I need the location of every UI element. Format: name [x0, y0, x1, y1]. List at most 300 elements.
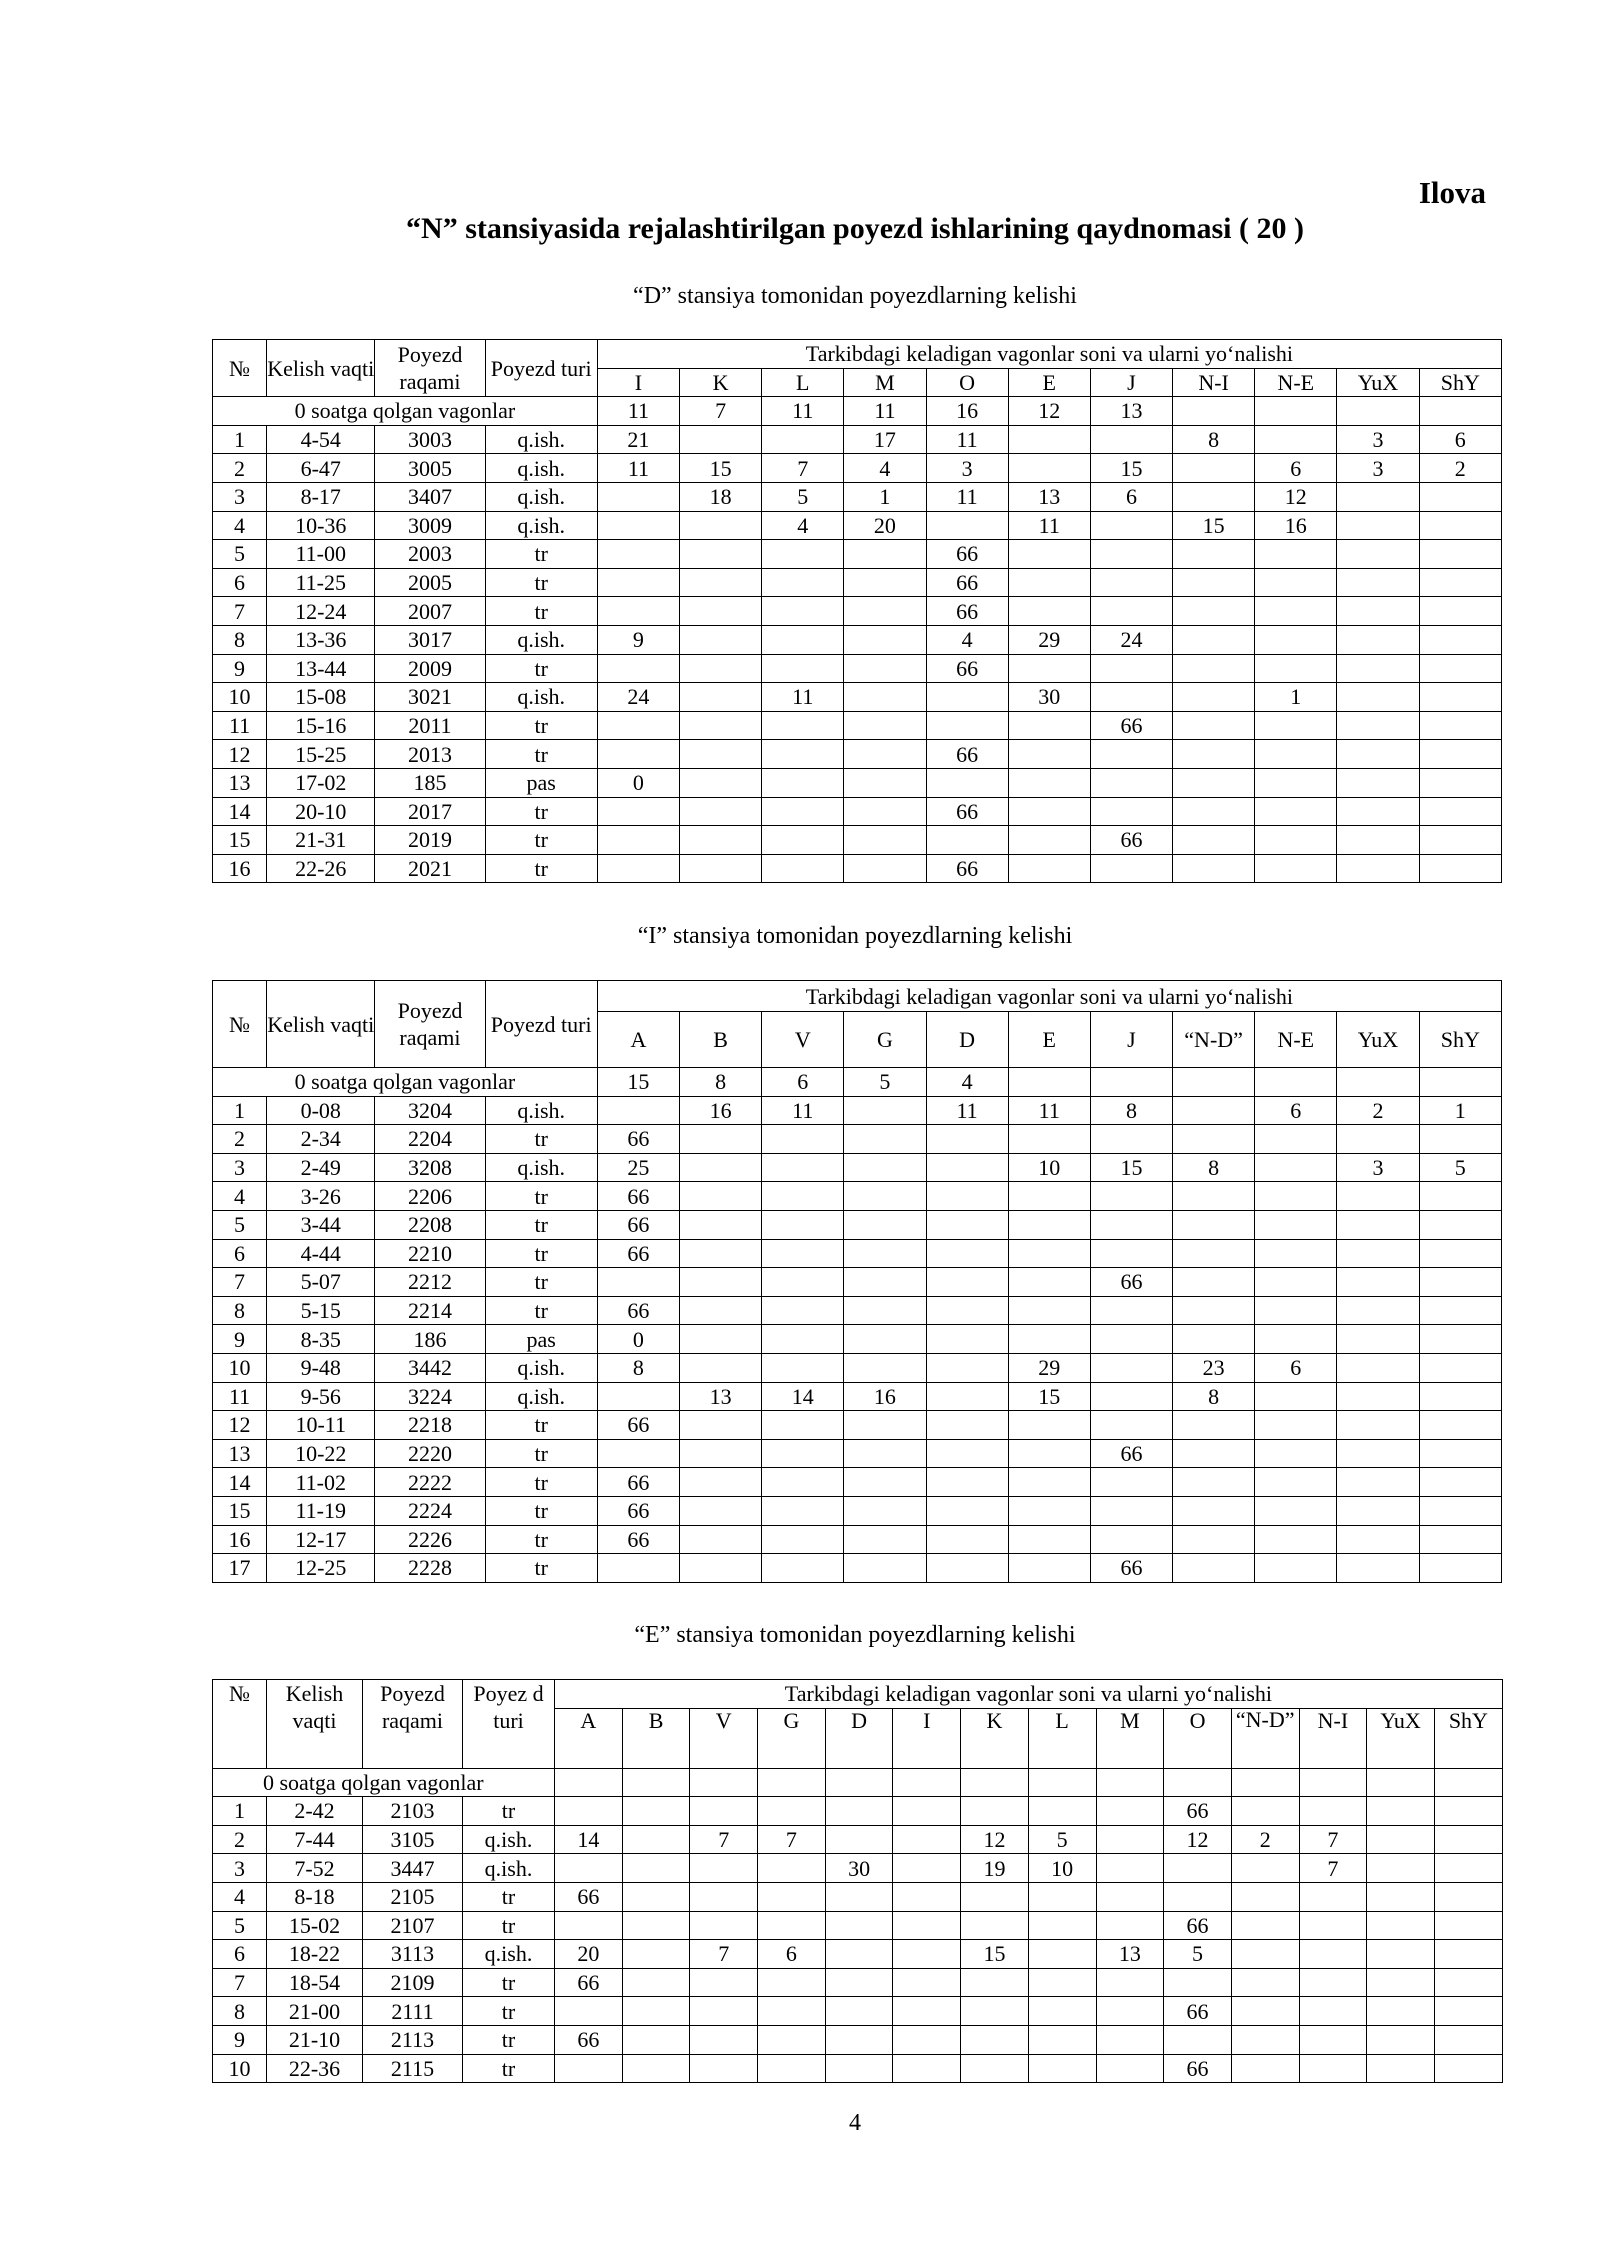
- train-number: 3442: [375, 1353, 485, 1382]
- wagon-count: 30: [1008, 683, 1090, 712]
- wagon-count: [597, 1554, 679, 1583]
- row-number: 2: [213, 1125, 267, 1154]
- direction-header: A: [597, 1012, 679, 1068]
- wagon-count: [1173, 1496, 1255, 1525]
- wagon-count: [1255, 711, 1337, 740]
- wagon-count: [825, 1968, 893, 1997]
- wagon-count: [1090, 1468, 1172, 1497]
- arrival-time: 22-36: [267, 2054, 363, 2083]
- zero-hour-value: [1028, 1768, 1096, 1797]
- table-row: [213, 1439, 1502, 1468]
- wagon-count: [893, 1968, 961, 1997]
- arrival-time: 22-26: [267, 854, 375, 883]
- wagon-count: [1255, 1325, 1337, 1354]
- row-number: 16: [213, 854, 267, 883]
- table-row: [213, 683, 1502, 712]
- row-number: 3: [213, 1854, 267, 1883]
- wagon-count: [690, 1797, 758, 1826]
- wagon-count: [762, 625, 844, 654]
- wagon-count: [844, 1496, 926, 1525]
- wagon-count: [1173, 597, 1255, 626]
- wagon-count: [1164, 1882, 1232, 1911]
- train-type: tr: [485, 654, 597, 683]
- wagon-count: [680, 768, 762, 797]
- wagon-count: 1: [1255, 683, 1337, 712]
- col-header-wagon-directions: Tarkibdagi keladigan vagonlar soni va ularni yo‘nalishi: [597, 340, 1501, 369]
- wagon-count: [926, 711, 1008, 740]
- zero-hour-value: 11: [762, 397, 844, 426]
- direction-header: V: [762, 1012, 844, 1068]
- wagon-count: [961, 2054, 1029, 2083]
- train-type: q.ish.: [485, 1096, 597, 1125]
- wagon-count: 15: [961, 1940, 1029, 1969]
- wagon-count: 4: [762, 511, 844, 540]
- wagon-count: [844, 797, 926, 826]
- wagon-count: 2: [1337, 1096, 1419, 1125]
- wagon-count: [1255, 854, 1337, 883]
- col-header-wagon-directions: Tarkibdagi keladigan vagonlar soni va ularni yo‘nalishi: [597, 981, 1501, 1012]
- wagon-count: [762, 540, 844, 569]
- train-type: tr: [485, 1268, 597, 1297]
- table-row: [213, 2025, 1503, 2054]
- row-number: 6: [213, 1239, 267, 1268]
- wagon-count: [1337, 1239, 1419, 1268]
- train-type: tr: [485, 826, 597, 855]
- row-number: 13: [213, 1439, 267, 1468]
- zero-hour-value: [1419, 397, 1501, 426]
- zero-hour-value: [1255, 397, 1337, 426]
- train-number: 2206: [375, 1182, 485, 1211]
- train-type: tr: [485, 568, 597, 597]
- row-number: 10: [213, 683, 267, 712]
- wagon-count: [893, 1797, 961, 1826]
- wagon-count: [1299, 1882, 1367, 1911]
- col-header-arrival-time: Kelish vaqti: [267, 1680, 363, 1769]
- wagon-count: [680, 1268, 762, 1297]
- wagon-count: [1419, 1268, 1501, 1297]
- train-number: 2013: [375, 740, 485, 769]
- wagon-count: [1173, 1096, 1255, 1125]
- wagon-count: [1173, 711, 1255, 740]
- wagon-count: 66: [555, 1968, 623, 1997]
- wagon-count: [844, 826, 926, 855]
- table-row: [213, 1496, 1502, 1525]
- wagon-count: [1299, 2025, 1367, 2054]
- arrival-time: 18-22: [267, 1940, 363, 1969]
- zero-hour-value: 15: [597, 1068, 679, 1097]
- wagon-count: 6: [1090, 482, 1172, 511]
- table-row: [213, 1997, 1503, 2026]
- table-i-station-arrivals: [212, 980, 1502, 1583]
- zero-hour-label: 0 soatga qolgan vagonlar: [213, 1068, 598, 1097]
- train-type: q.ish.: [485, 1153, 597, 1182]
- wagon-count: [1367, 1997, 1435, 2026]
- zero-hour-value: [758, 1768, 826, 1797]
- wagon-count: [1008, 1182, 1090, 1211]
- table-row: [213, 1911, 1503, 1940]
- wagon-count: [1090, 597, 1172, 626]
- wagon-count: [1008, 826, 1090, 855]
- wagon-count: 11: [762, 1096, 844, 1125]
- table-row: [213, 1825, 1503, 1854]
- wagon-count: [597, 711, 679, 740]
- wagon-count: 66: [597, 1468, 679, 1497]
- wagon-count: [1096, 1997, 1164, 2026]
- zero-hour-value: [1255, 1068, 1337, 1097]
- wagon-count: [1337, 1325, 1419, 1354]
- table-row: [213, 1239, 1502, 1268]
- train-type: tr: [463, 1968, 555, 1997]
- wagon-count: 66: [597, 1411, 679, 1440]
- wagon-count: 1: [1419, 1096, 1501, 1125]
- arrival-time: 11-00: [267, 540, 375, 569]
- wagon-count: 15: [1090, 454, 1172, 483]
- arrival-time: 8-35: [267, 1325, 375, 1354]
- wagon-count: [893, 1854, 961, 1883]
- wagon-count: 12: [961, 1825, 1029, 1854]
- train-type: q.ish.: [485, 625, 597, 654]
- zero-hour-value: [1096, 1768, 1164, 1797]
- arrival-time: 12-17: [267, 1525, 375, 1554]
- direction-header: N-E: [1255, 368, 1337, 397]
- wagon-count: [680, 826, 762, 855]
- train-number: 2222: [375, 1468, 485, 1497]
- wagon-count: 3: [1337, 1153, 1419, 1182]
- table-row: [213, 711, 1502, 740]
- wagon-count: [1231, 1797, 1299, 1826]
- zero-hour-value: 11: [844, 397, 926, 426]
- wagon-count: [1337, 711, 1419, 740]
- wagon-count: 66: [926, 797, 1008, 826]
- wagon-count: [825, 1911, 893, 1940]
- wagon-count: [1367, 1797, 1435, 1826]
- wagon-count: [1090, 740, 1172, 769]
- zero-hour-value: [690, 1768, 758, 1797]
- zero-hour-value: [893, 1768, 961, 1797]
- direction-header: ShY: [1434, 1708, 1502, 1768]
- wagon-count: [1008, 1325, 1090, 1354]
- table-row: [213, 654, 1502, 683]
- table-row: [213, 1554, 1502, 1583]
- table-row: [213, 454, 1502, 483]
- wagon-count: [690, 1854, 758, 1883]
- wagon-count: [1337, 1210, 1419, 1239]
- wagon-count: [1419, 1210, 1501, 1239]
- table-row: [213, 1182, 1502, 1211]
- wagon-count: [1008, 1496, 1090, 1525]
- wagon-count: [622, 1854, 690, 1883]
- wagon-count: 66: [597, 1296, 679, 1325]
- wagon-count: [926, 1153, 1008, 1182]
- arrival-time: 13-36: [267, 625, 375, 654]
- wagon-count: 30: [825, 1854, 893, 1883]
- wagon-count: 5: [1028, 1825, 1096, 1854]
- wagon-count: 66: [597, 1239, 679, 1268]
- wagon-count: [680, 740, 762, 769]
- col-header-train-type: Poyezd turi: [485, 981, 597, 1068]
- wagon-count: [762, 568, 844, 597]
- wagon-count: [926, 1468, 1008, 1497]
- wagon-count: [1090, 425, 1172, 454]
- wagon-count: [1255, 1125, 1337, 1154]
- wagon-count: [762, 854, 844, 883]
- train-number: 2208: [375, 1210, 485, 1239]
- wagon-count: 66: [597, 1182, 679, 1211]
- wagon-count: [1231, 1911, 1299, 1940]
- wagon-count: [1090, 768, 1172, 797]
- wagon-count: [1173, 454, 1255, 483]
- col-header-train-number: Poyezd raqami: [375, 981, 485, 1068]
- direction-header: D: [825, 1708, 893, 1768]
- arrival-time: 12-24: [267, 597, 375, 626]
- wagon-count: 11: [762, 683, 844, 712]
- table-row: [213, 768, 1502, 797]
- train-number: 3017: [375, 625, 485, 654]
- row-number: 5: [213, 1210, 267, 1239]
- wagon-count: [1231, 2054, 1299, 2083]
- direction-header: A: [555, 1708, 623, 1768]
- train-number: 3105: [363, 1825, 463, 1854]
- wagon-count: [1367, 1940, 1435, 1969]
- wagon-count: [762, 1268, 844, 1297]
- wagon-count: [1096, 1825, 1164, 1854]
- wagon-count: 66: [926, 854, 1008, 883]
- wagon-count: [825, 1997, 893, 2026]
- wagon-count: [1096, 1968, 1164, 1997]
- wagon-count: [1255, 654, 1337, 683]
- wagon-count: [1164, 2025, 1232, 2054]
- wagon-count: [1299, 1968, 1367, 1997]
- train-type: pas: [485, 1325, 597, 1354]
- table-d-station-arrivals: [212, 339, 1502, 883]
- train-number: 2109: [363, 1968, 463, 1997]
- train-type: q.ish.: [463, 1854, 555, 1883]
- direction-header: I: [597, 368, 679, 397]
- direction-header: B: [622, 1708, 690, 1768]
- wagon-count: [1008, 1525, 1090, 1554]
- wagon-count: [680, 1153, 762, 1182]
- arrival-time: 21-00: [267, 1997, 363, 2026]
- wagon-count: [1337, 1353, 1419, 1382]
- wagon-count: 17: [844, 425, 926, 454]
- wagon-count: [844, 1182, 926, 1211]
- wagon-count: [1173, 854, 1255, 883]
- wagon-count: [597, 654, 679, 683]
- direction-header: ShY: [1419, 368, 1501, 397]
- wagon-count: [844, 768, 926, 797]
- wagon-count: [1173, 1468, 1255, 1497]
- train-type: tr: [485, 1210, 597, 1239]
- direction-header: YuX: [1367, 1708, 1435, 1768]
- zero-hour-value: [825, 1768, 893, 1797]
- wagon-count: [1008, 1411, 1090, 1440]
- wagon-count: [680, 1411, 762, 1440]
- header-row: [213, 981, 1502, 1012]
- wagon-count: [1419, 597, 1501, 626]
- direction-header: L: [762, 368, 844, 397]
- arrival-time: 15-02: [267, 1911, 363, 1940]
- wagon-count: [1337, 597, 1419, 626]
- wagon-count: [1028, 2025, 1096, 2054]
- table-row: [213, 797, 1502, 826]
- wagon-count: 12: [1255, 482, 1337, 511]
- train-number: 2011: [375, 711, 485, 740]
- wagon-count: [1337, 625, 1419, 654]
- wagon-count: [893, 2054, 961, 2083]
- wagon-count: [926, 1411, 1008, 1440]
- col-header-number: №: [213, 981, 267, 1068]
- train-number: 2228: [375, 1554, 485, 1583]
- train-number: 2111: [363, 1997, 463, 2026]
- zero-hour-row: [213, 1768, 1503, 1797]
- wagon-count: [893, 1882, 961, 1911]
- wagon-count: [680, 1439, 762, 1468]
- wagon-count: [1434, 1911, 1502, 1940]
- wagon-count: 3: [1337, 454, 1419, 483]
- wagon-count: [1419, 683, 1501, 712]
- wagon-count: [597, 1096, 679, 1125]
- wagon-count: [1255, 625, 1337, 654]
- zero-hour-value: [1337, 1068, 1419, 1097]
- zero-hour-value: [961, 1768, 1029, 1797]
- wagon-count: [1337, 1182, 1419, 1211]
- wagon-count: 13: [680, 1382, 762, 1411]
- wagon-count: [1434, 1825, 1502, 1854]
- table-row: [213, 425, 1502, 454]
- row-number: 6: [213, 1940, 267, 1969]
- train-type: tr: [485, 1125, 597, 1154]
- wagon-count: [622, 1882, 690, 1911]
- wagon-count: [762, 597, 844, 626]
- table-row: [213, 1468, 1502, 1497]
- wagon-count: [844, 1268, 926, 1297]
- table-row: [213, 1325, 1502, 1354]
- wagon-count: [1299, 2054, 1367, 2083]
- wagon-count: [1434, 2054, 1502, 2083]
- wagon-count: [1255, 1382, 1337, 1411]
- wagon-count: [1028, 1797, 1096, 1826]
- wagon-count: [1337, 768, 1419, 797]
- wagon-count: [758, 1997, 826, 2026]
- wagon-count: [1008, 768, 1090, 797]
- wagon-count: [1419, 1554, 1501, 1583]
- wagon-count: [1028, 2054, 1096, 2083]
- train-number: 3447: [363, 1854, 463, 1883]
- train-number: 2105: [363, 1882, 463, 1911]
- wagon-count: 4: [844, 454, 926, 483]
- arrival-time: 15-25: [267, 740, 375, 769]
- wagon-count: [1028, 1882, 1096, 1911]
- wagon-count: [597, 854, 679, 883]
- wagon-count: 66: [597, 1496, 679, 1525]
- col-header-train-type: Poyezd turi: [485, 340, 597, 397]
- wagon-count: [1008, 740, 1090, 769]
- wagon-count: [893, 1825, 961, 1854]
- wagon-count: [926, 1210, 1008, 1239]
- train-number: 2218: [375, 1411, 485, 1440]
- zero-hour-value: 6: [762, 1068, 844, 1097]
- wagon-count: [1434, 1882, 1502, 1911]
- direction-header: E: [1008, 368, 1090, 397]
- wagon-count: [690, 1882, 758, 1911]
- wagon-count: [1419, 711, 1501, 740]
- wagon-count: [825, 1797, 893, 1826]
- wagon-count: [1090, 511, 1172, 540]
- wagon-count: [1419, 1411, 1501, 1440]
- train-number: 2003: [375, 540, 485, 569]
- wagon-count: [1337, 740, 1419, 769]
- wagon-count: [844, 854, 926, 883]
- zero-hour-value: [1337, 397, 1419, 426]
- wagon-count: [1173, 1182, 1255, 1211]
- train-number: 2210: [375, 1239, 485, 1268]
- train-type: tr: [463, 1882, 555, 1911]
- table-row: [213, 1153, 1502, 1182]
- wagon-count: [1337, 1554, 1419, 1583]
- wagon-count: 12: [1164, 1825, 1232, 1854]
- wagon-count: [758, 2025, 826, 2054]
- table-row: [213, 1296, 1502, 1325]
- direction-header: YuX: [1337, 368, 1419, 397]
- row-number: 4: [213, 1882, 267, 1911]
- row-number: 1: [213, 1096, 267, 1125]
- arrival-time: 3-26: [267, 1182, 375, 1211]
- wagon-count: [1337, 826, 1419, 855]
- train-type: q.ish.: [463, 1825, 555, 1854]
- wagon-count: [893, 1911, 961, 1940]
- wagon-count: 66: [926, 654, 1008, 683]
- wagon-count: [926, 1239, 1008, 1268]
- wagon-count: [1231, 1940, 1299, 1969]
- wagon-count: 16: [680, 1096, 762, 1125]
- wagon-count: [1096, 1911, 1164, 1940]
- row-number: 1: [213, 425, 267, 454]
- arrival-time: 18-54: [267, 1968, 363, 1997]
- wagon-count: 15: [680, 454, 762, 483]
- wagon-count: [1419, 740, 1501, 769]
- train-type: tr: [463, 1911, 555, 1940]
- wagon-count: [1419, 1125, 1501, 1154]
- wagon-count: 7: [1299, 1825, 1367, 1854]
- wagon-count: [1299, 1911, 1367, 1940]
- wagon-count: [926, 1296, 1008, 1325]
- wagon-count: [762, 1496, 844, 1525]
- wagon-count: 25: [597, 1153, 679, 1182]
- wagon-count: [1173, 1239, 1255, 1268]
- train-number: 2103: [363, 1797, 463, 1826]
- wagon-count: [1090, 540, 1172, 569]
- direction-header: “N-D”: [1231, 1708, 1299, 1768]
- row-number: 3: [213, 482, 267, 511]
- wagon-count: [844, 1125, 926, 1154]
- wagon-count: 66: [1090, 1554, 1172, 1583]
- wagon-count: [690, 2025, 758, 2054]
- row-number: 9: [213, 1325, 267, 1354]
- zero-hour-value: [622, 1768, 690, 1797]
- train-number: 2017: [375, 797, 485, 826]
- wagon-count: [690, 1968, 758, 1997]
- wagon-count: [1434, 1940, 1502, 1969]
- arrival-time: 21-10: [267, 2025, 363, 2054]
- wagon-count: [961, 1997, 1029, 2026]
- wagon-count: [926, 1268, 1008, 1297]
- wagon-count: [597, 511, 679, 540]
- table-row: [213, 854, 1502, 883]
- wagon-count: [1090, 1382, 1172, 1411]
- wagon-count: 66: [1164, 2054, 1232, 2083]
- wagon-count: [1090, 797, 1172, 826]
- direction-header: ShY: [1419, 1012, 1501, 1068]
